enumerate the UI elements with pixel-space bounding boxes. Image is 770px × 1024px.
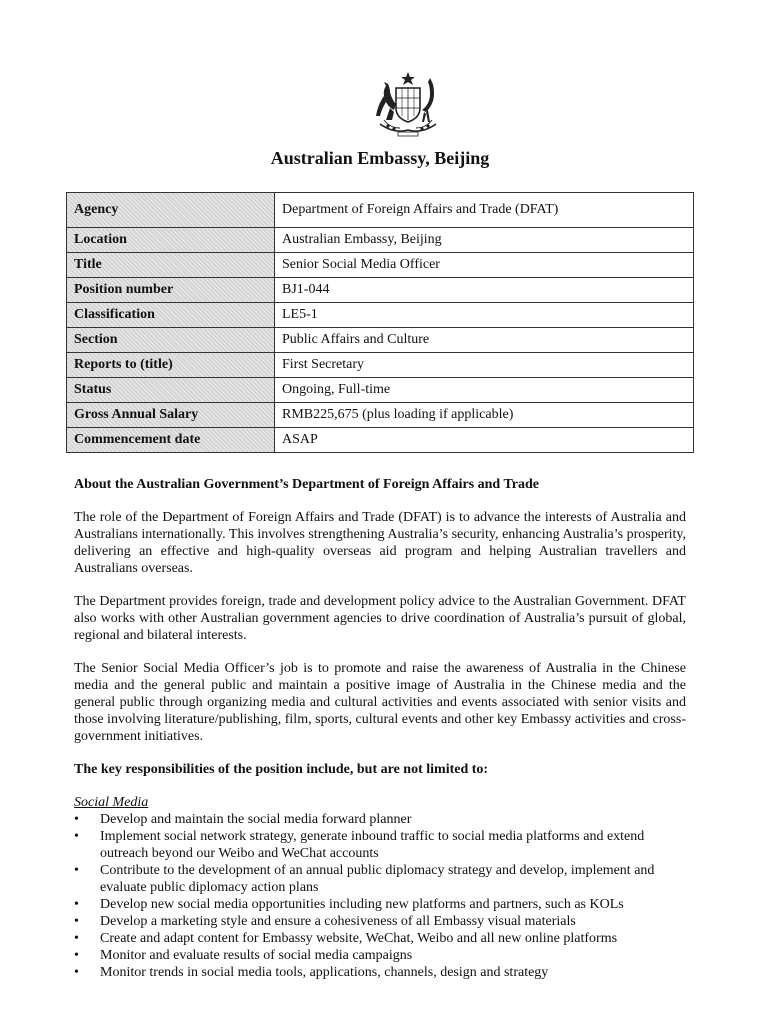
list-item [74,930,686,947]
row-value: Senior Social Media Officer [275,253,694,278]
list-item-text: Develop and maintain the social media forward planner [100,812,412,827]
list-item [74,896,686,913]
coat-of-arms-icon [366,70,450,138]
row-label: Classification [67,303,275,328]
row-label: Commencement date [67,428,275,453]
about-paragraph: The Senior Social Media Officer’s job is to promote and raise the awareness of Australia in the Chinese media and the general public and maintain a positive image of Australia in the Chinese media and the general public through organizing media and cultural activities and events associated with senior visits and those involving literature/publishing, film, sports, cultural events and other key Embassy activities and cross-government initiatives. [74,661,686,744]
bullet-icon: • [74,948,79,963]
row-value: Public Affairs and Culture [275,328,694,353]
table-row [67,328,694,353]
bullet-icon: • [74,897,79,912]
bullet-icon: • [74,914,79,929]
list-item [74,811,686,828]
row-value: Australian Embassy, Beijing [275,228,694,253]
row-label: Location [67,228,275,253]
row-value: Department of Foreign Affairs and Trade (DFAT) [275,193,694,228]
responsibilities-heading: The key responsibilities of the position include, but are not limited to: [74,762,489,777]
row-label: Status [67,378,275,403]
list-item [74,964,686,981]
table-row [67,228,694,253]
row-value: ASAP [275,428,694,453]
about-paragraph: The role of the Department of Foreign Affairs and Trade (DFAT) is to advance the interests of Australia and Australians internationally. This involves strengthening Australia’s security, enhancing Australia’s prosperity, delivering an effective and high-quality overseas aid program and helping Australian travellers and Australians overseas. [74,510,686,576]
table-row [67,303,694,328]
bullet-icon: • [74,863,79,878]
list-item-text: Develop a marketing style and ensure a cohesiveness of all Embassy visual materials [100,914,576,929]
list-item-text: Create and adapt content for Embassy website, WeChat, Weibo and all new online platforms [100,931,618,946]
row-value: RMB225,675 (plus loading if applicable) [275,403,694,428]
row-label: Section [67,328,275,353]
row-label: Title [67,253,275,278]
list-item [74,947,686,964]
table-row [67,253,694,278]
row-value: Ongoing, Full-time [275,378,694,403]
row-value: LE5-1 [275,303,694,328]
table-row [67,193,694,228]
list-item-text: Develop new social media opportunities including new platforms and partners, such as KOLs [100,897,624,912]
document-body [74,476,686,981]
list-item-text: Monitor and evaluate results of social media campaigns [100,948,413,963]
row-label: Reports to (title) [67,353,275,378]
bullet-icon: • [74,829,79,844]
row-label: Position number [67,278,275,303]
about-paragraph: The Department provides foreign, trade and development policy advice to the Australian Government. DFAT also works with other Australian government agencies to drive coordination of Australia’s pursuit of global, regional and bilateral interests. [74,594,686,643]
list-item [74,862,686,896]
social-media-subheading: Social Media [74,795,149,810]
list-item-text: Contribute to the development of an annual public diplomacy strategy and develop, implement and evaluate public diplomacy action plans [100,863,655,895]
list-item [74,913,686,930]
row-label: Gross Annual Salary [67,403,275,428]
table-row [67,278,694,303]
bullet-icon: • [74,812,79,827]
table-row [67,403,694,428]
table-row [67,428,694,453]
about-heading: About the Australian Government’s Department of Foreign Affairs and Trade [74,477,539,492]
row-value: BJ1-044 [275,278,694,303]
page-title: Australian Embassy, Beijing [270,148,490,168]
position-details-table [66,192,694,453]
row-label: Agency [67,193,275,228]
row-value: First Secretary [275,353,694,378]
responsibilities-list [74,811,686,981]
bullet-icon: • [74,931,79,946]
table-row [67,353,694,378]
list-item-text: Implement social network strategy, generate inbound traffic to social media platforms and extend outreach beyond our Weibo and WeChat accounts [100,829,645,861]
table-row [67,378,694,403]
list-item-text: Monitor trends in social media tools, applications, channels, design and strategy [100,965,549,980]
list-item [74,828,686,862]
bullet-icon: • [74,965,79,980]
